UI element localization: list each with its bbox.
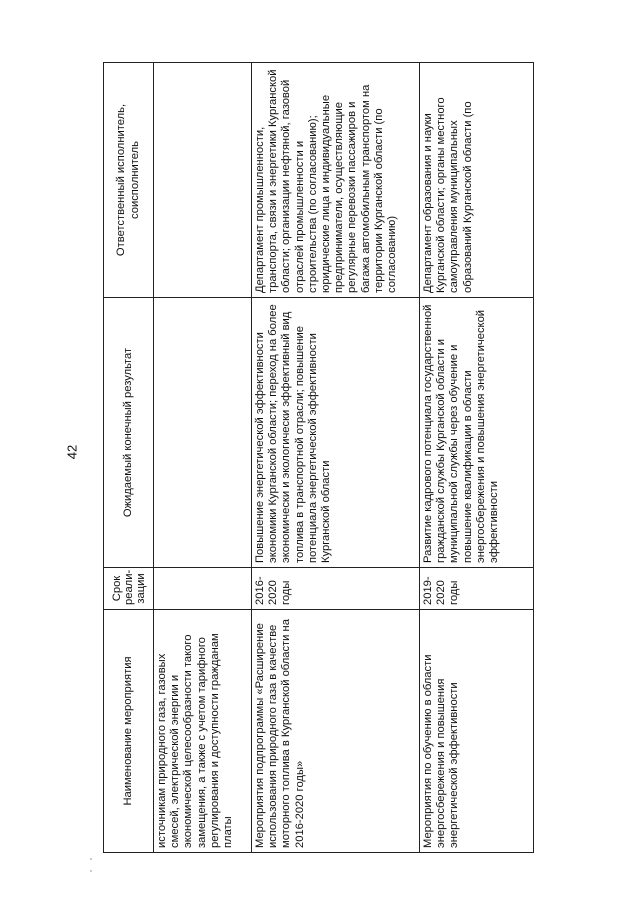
table-row — [154, 63, 252, 853]
page-number: 42 — [64, 444, 80, 460]
table-row — [252, 63, 420, 853]
table-header-row — [104, 63, 154, 853]
cell-executor — [154, 63, 252, 298]
header-result: Ожидаемый конечный результат — [104, 298, 154, 568]
cell-result — [154, 298, 252, 568]
cell-result: Повышение энергетической эффективности экономики Курганской области; переход на более экономически и экологически эффективный вид топлива в транспортной отрасли; повышение потенциала энергетической эффективности Курганской области — [252, 298, 420, 568]
activities-table — [103, 62, 534, 853]
scan-artifact — [90, 870, 92, 872]
cell-result: Развитие кадрового потенциала государственной гражданской службы Курганской области и муниципальной службы через обучение и повышение квалификации в области энергосбережения и повышения энергетической эффективности — [420, 298, 534, 568]
cell-name: Мероприятия подпрограммы «Расширение использования природного газа в качестве моторного топлива в Курганской области на 2016-2020 годы» — [252, 610, 420, 853]
scan-artifact — [90, 858, 92, 860]
header-executor: Ответственный исполнитель, соисполнитель — [104, 63, 154, 298]
header-name: Наименование мероприятия — [104, 610, 154, 853]
cell-term: 2016-2020 годы — [252, 568, 420, 610]
rotated-table-wrapper — [103, 63, 533, 853]
cell-executor: Департамент промышленности, транспорта, связи и энергетики Курганской области; организации нефтяной, газовой отраслей промышленности и строительства (по согласованию); юридические лица и индивидуальные предприниматели, осуществляющие регулярные перевозки пассажиров и багажа автомобильным транспортом на территории Курганской области (по согласованию) — [252, 63, 420, 298]
cell-term: 2019-2020 годы — [420, 568, 534, 610]
header-term: Срок реали-зации — [104, 568, 154, 610]
cell-term — [154, 568, 252, 610]
cell-name: источникам природного газа, газовых смесей, электрической энергии и экономической целесообразности такого замещения, а также с учетом тарифного регулирования и доступности гражданам платы — [154, 610, 252, 853]
table-row — [420, 63, 534, 853]
cell-name: Мероприятия по обучению в области энергосбережения и повышения энергетической эффективности — [420, 610, 534, 853]
cell-executor: Департамент образования и науки Курганской области; органы местного самоуправления муниципальных образований Курганской области (по — [420, 63, 534, 298]
